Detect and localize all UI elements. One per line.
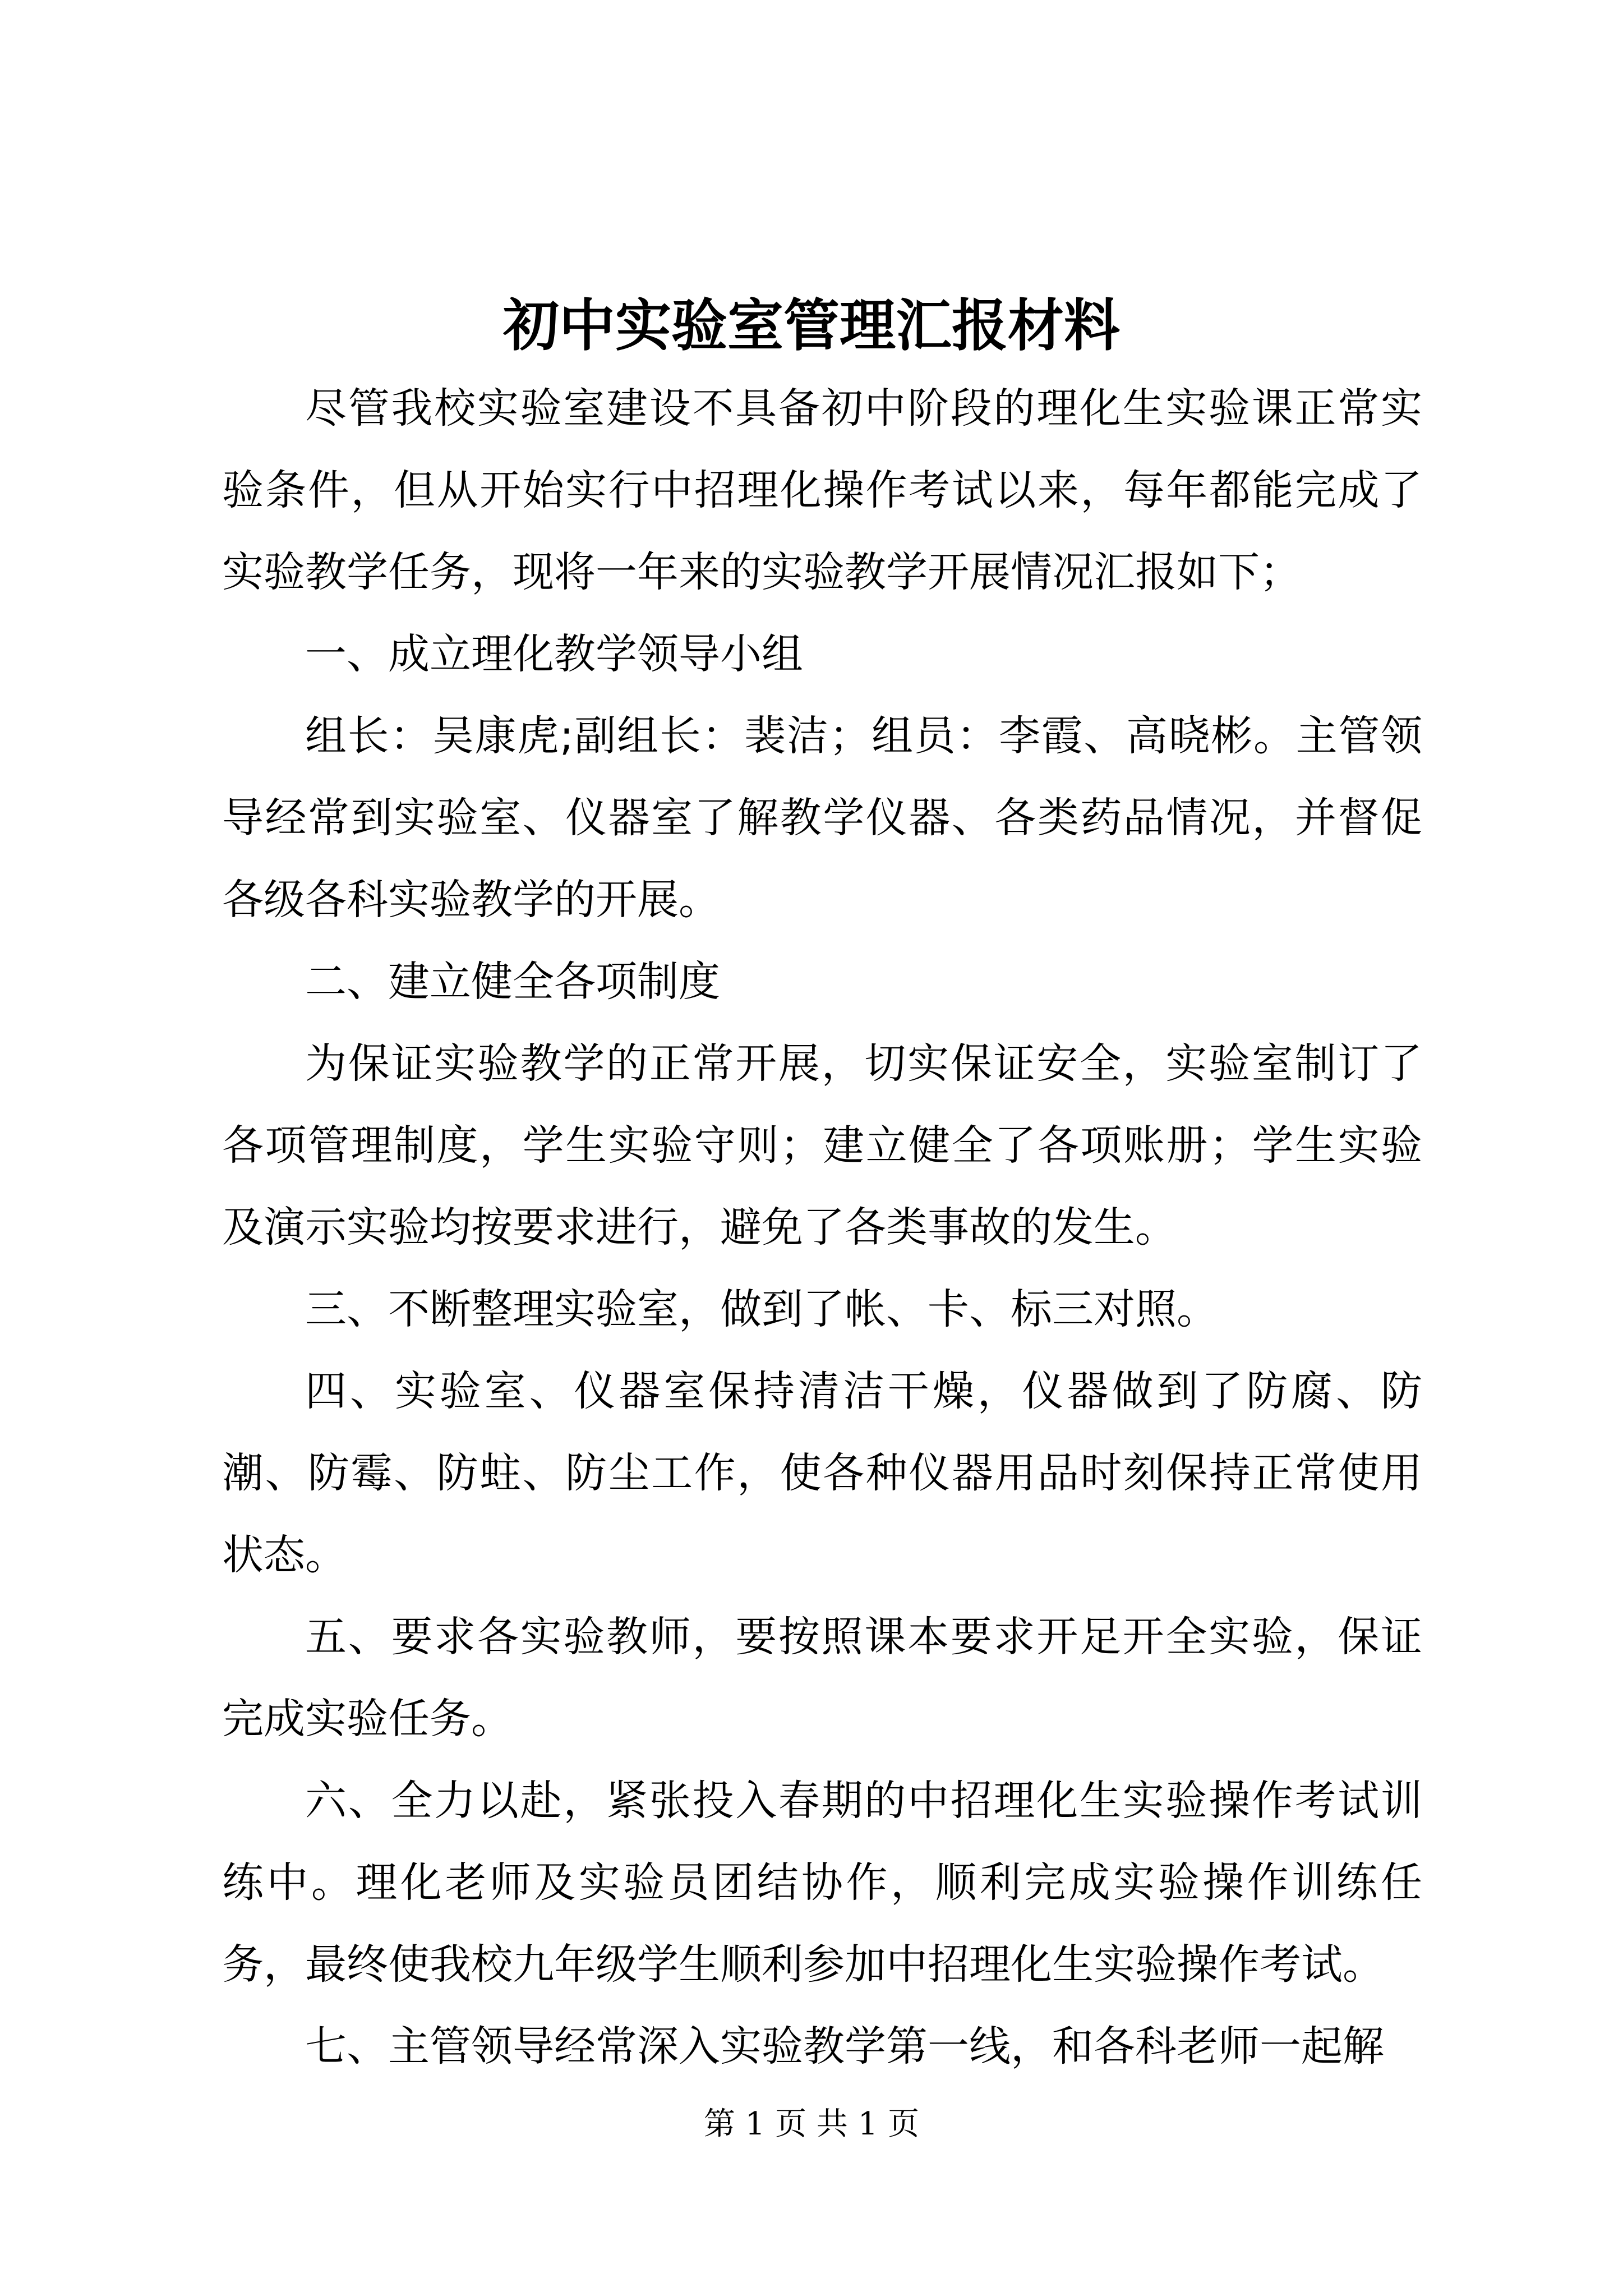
- paragraph-section-7: 七、主管领导经常深入实验教学第一线，和各科老师一起解: [305, 2022, 1384, 2070]
- paragraph-section-5: 五、要求各实验教师，要按照课本要求开足开全实验，保证完成实验任务。: [222, 1613, 1422, 1743]
- document-body: [222, 367, 1422, 2087]
- paragraph-section-2: 为保证实验教学的正常开展，切实保证安全，实验室制订了各项管理制度，学生实验守则；建立健全了各项账册；学生实验及演示实验均按要求进行，避免了各类事故的发生。: [222, 1039, 1422, 1251]
- document-title: 初中实验室管理汇报材料: [503, 292, 1120, 358]
- paragraph-section-6: 六、全力以赴，紧张投入春期的中招理化生实验操作考试训练中。理化老师及实验员团结协作，顺利完成实验操作训练任务，最终使我校九年级学生顺利参加中招理化生实验操作考试。: [222, 1777, 1422, 1989]
- paragraph-intro: 尽管我校实验室建设不具备初中阶段的理化生实验课正常实验条件，但从开始实行中招理化操作考试以来，每年都能完成了实验教学任务，现将一年来的实验教学开展情况汇报如下；: [222, 384, 1422, 596]
- heading-section-1: 一、成立理化教学领导小组: [305, 630, 803, 678]
- paragraph-section-1: 组长：吴康虎;副组长：裴洁；组员：李霞、高晓彬。主管领导经常到实验室、仪器室了解教学仪器、各类药品情况，并督促各级各科实验教学的开展。: [222, 712, 1422, 924]
- paragraph-section-4: 四、实验室、仪器室保持清洁干燥，仪器做到了防腐、防潮、防霉、防蛀、防尘工作，使各种仪器用品时刻保持正常使用状态。: [222, 1367, 1422, 1579]
- heading-section-2: 二、建立健全各项制度: [305, 958, 720, 1006]
- page-number-footer: 第 1 页 共 1 页: [703, 2106, 920, 2142]
- paragraph-section-3: 三、不断整理实验室，做到了帐、卡、标三对照。: [305, 1285, 1218, 1333]
